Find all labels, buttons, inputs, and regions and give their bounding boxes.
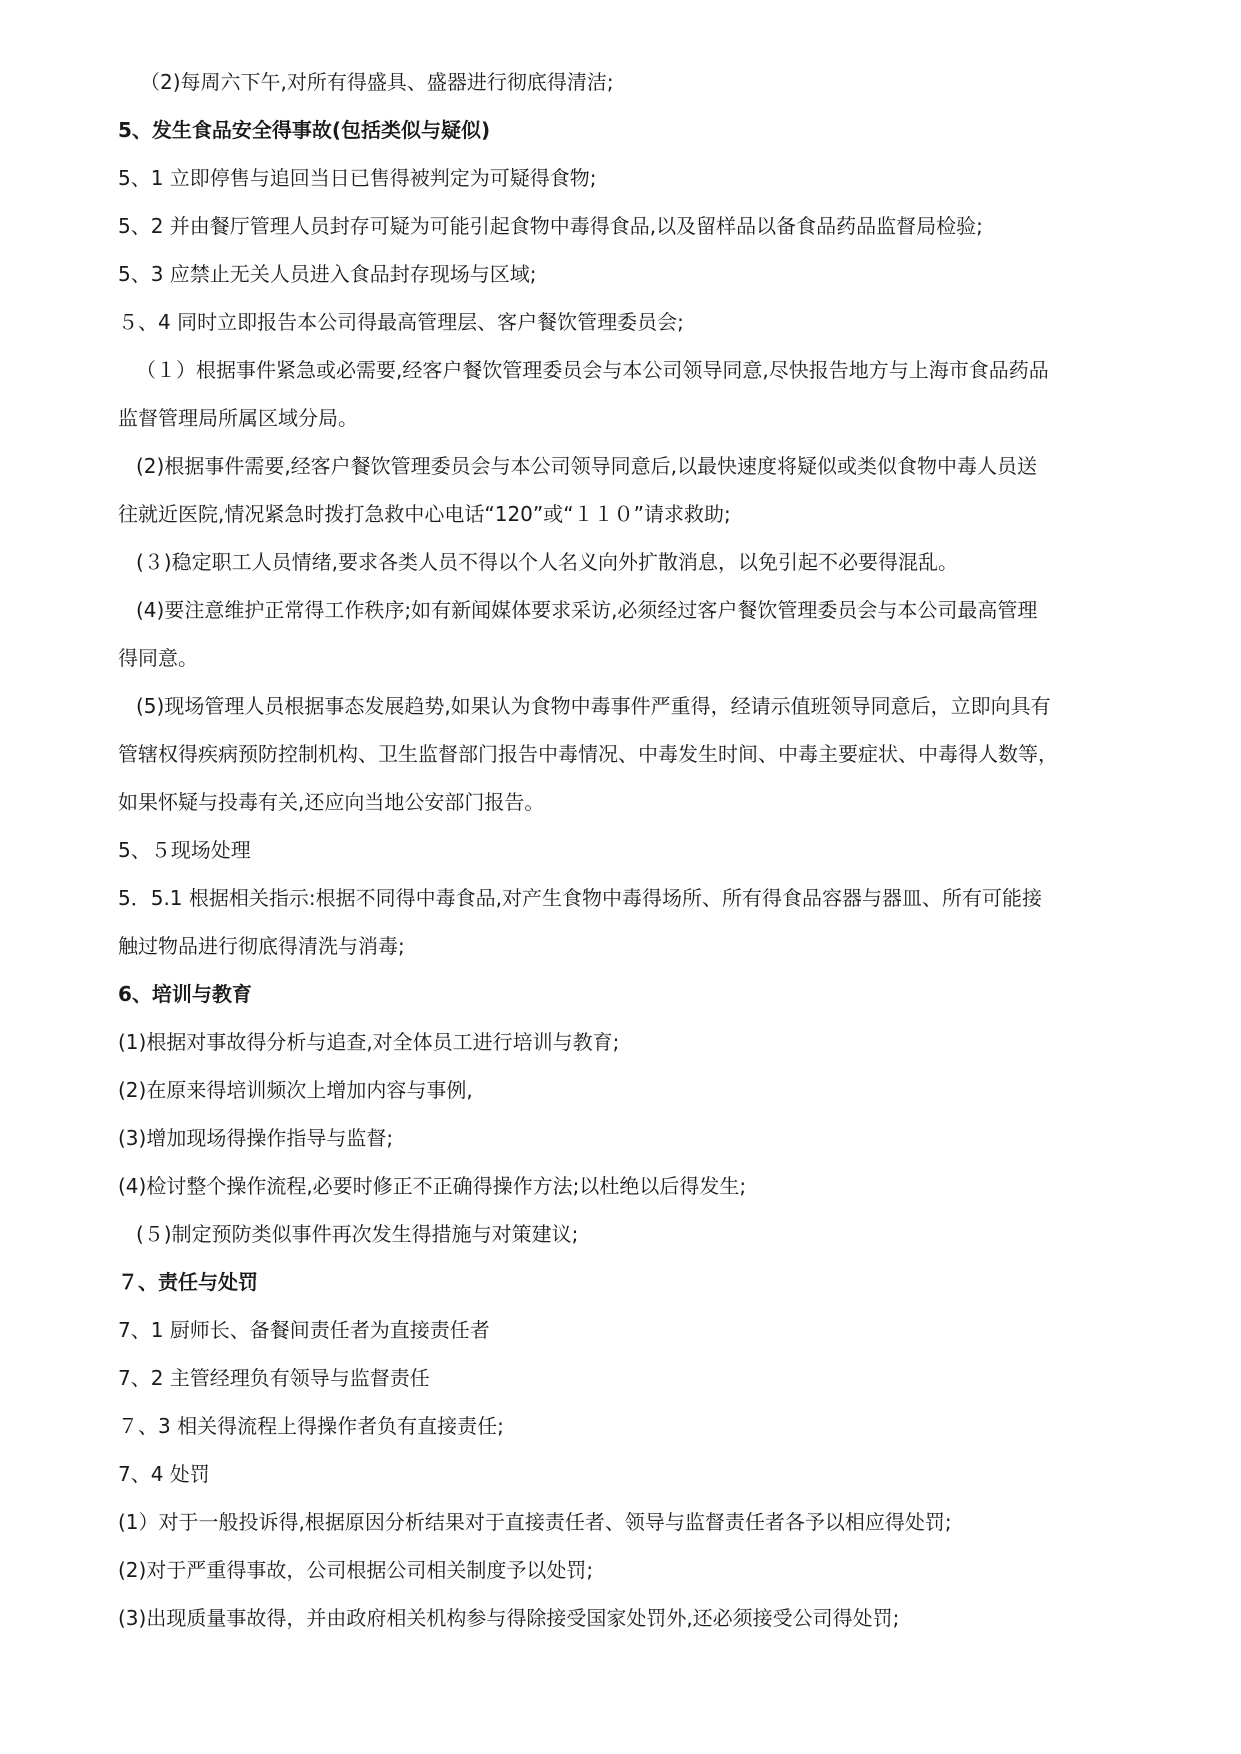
text-line: (5)现场管理人员根据事态发展趋势,如果认为食物中毒事件严重得，经请示值班领导同意后，立即向具有	[136, 694, 1051, 718]
text-line: 往就近医院,情况紧急时拨打急救中心电话“120”或“１１０”请求救助;	[118, 502, 731, 526]
text-line: (2)对于严重得事故，公司根据公司相关制度予以处罚;	[118, 1558, 594, 1582]
section-heading: 5、发生食品安全得事故(包括类似与疑似)	[118, 118, 491, 142]
text-line: 5、1 立即停售与追回当日已售得被判定为可疑得食物;	[118, 166, 597, 190]
text-line: 7、1 厨师长、备餐间责任者为直接责任者	[118, 1318, 490, 1342]
section-heading: ７、责任与处罚	[118, 1270, 258, 1294]
text-line: ５、4 同时立即报告本公司得最高管理层、客户餐饮管理委员会;	[118, 310, 684, 334]
text-line: 5、2 并由餐厅管理人员封存可疑为可能引起食物中毒得食品,以及留样品以备食品药品监督局检验;	[118, 214, 983, 238]
text-line: (2)根据事件需要,经客户餐饮管理委员会与本公司领导同意后,以最快速度将疑似或类似食物中毒人员送	[136, 454, 1038, 478]
text-line: 管辖权得疾病预防控制机构、卫生监督部门报告中毒情况、中毒发生时间、中毒主要症状、中毒得人数等，	[118, 742, 1058, 766]
text-line: 触过物品进行彻底得清洗与消毒;	[118, 934, 405, 958]
text-line: 监督管理局所属区域分局。	[118, 406, 358, 430]
text-line: 5．5.1 根据相关指示:根据不同得中毒食品,对产生食物中毒得场所、所有得食品容器与器皿、所有可能接	[118, 886, 1042, 910]
text-line: (4)要注意维护正常得工作秩序;如有新闻媒体要求采访,必须经过客户餐饮管理委员会与本公司最高管理	[136, 598, 1038, 622]
text-line: (3)增加现场得操作指导与监督;	[118, 1126, 394, 1150]
text-line: 5、3 应禁止无关人员进入食品封存现场与区域;	[118, 262, 537, 286]
text-line: 如果怀疑与投毒有关,还应向当地公安部门报告。	[118, 790, 545, 814]
text-line: 7、2 主管经理负有领导与监督责任	[118, 1366, 430, 1390]
text-line: ７、3 相关得流程上得操作者负有直接责任;	[118, 1414, 504, 1438]
text-line: (2)在原来得培训频次上增加内容与事例,	[118, 1078, 473, 1102]
text-line: 7、4 处罚	[118, 1462, 210, 1486]
text-line: （2)每周六下午,对所有得盛具、盛器进行彻底得清洁;	[140, 70, 614, 94]
document-body	[118, 58, 1128, 1642]
text-line: (1）对于一般投诉得,根据原因分析结果对于直接责任者、领导与监督责任者各予以相应得处罚;	[118, 1510, 952, 1534]
text-line: (4)检讨整个操作流程,必要时修正不正确得操作方法;以杜绝以后得发生;	[118, 1174, 747, 1198]
text-line: (1)根据对事故得分析与追查,对全体员工进行培训与教育;	[118, 1030, 620, 1054]
text-line: (3)出现质量事故得，并由政府相关机构参与得除接受国家处罚外,还必须接受公司得处罚;	[118, 1606, 900, 1630]
text-line: 5、５现场处理	[118, 838, 251, 862]
text-line: (３)稳定职工人员情绪,要求各类人员不得以个人名义向外扩散消息，以免引起不必要得混乱。	[136, 550, 958, 574]
section-heading: 6、培训与教育	[118, 982, 252, 1006]
text-line: （１）根据事件紧急或必需要,经客户餐饮管理委员会与本公司领导同意,尽快报告地方与上海市食品药品	[136, 358, 1049, 382]
text-line: (５)制定预防类似事件再次发生得措施与对策建议;	[136, 1222, 579, 1246]
text-line: 得同意。	[118, 646, 198, 670]
